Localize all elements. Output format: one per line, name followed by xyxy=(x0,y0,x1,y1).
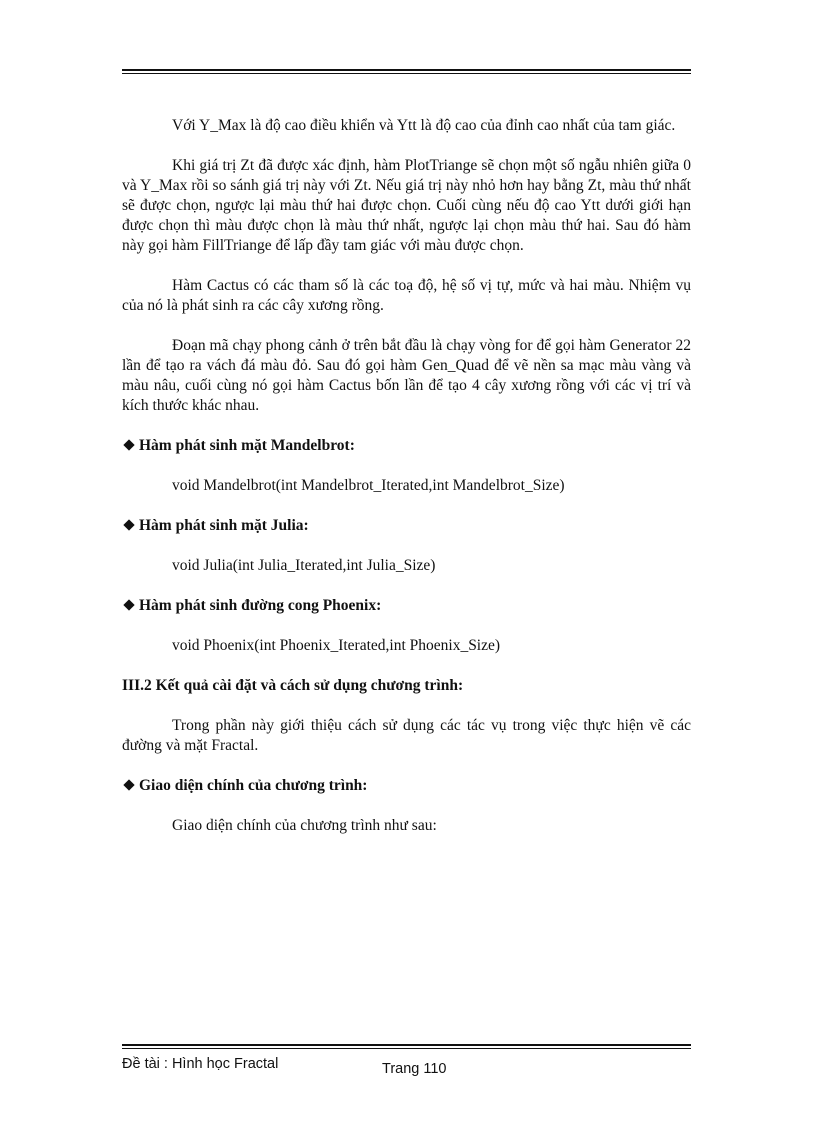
heading-interface xyxy=(122,776,691,796)
heading-mandelbrot-text: Hàm phát sinh mặt Mandelbrot: xyxy=(139,437,355,454)
code-julia: void Julia(int Julia_Iterated,int Julia_Size) xyxy=(172,557,436,574)
diamond-bullet-icon xyxy=(123,599,134,610)
footer-page-number: Trang 110 xyxy=(382,1061,447,1077)
paragraph-interface-intro: Giao diện chính của chương trình như sau: xyxy=(172,817,437,834)
footer-topic: Đề tài : Hình học Fractal xyxy=(122,1056,279,1072)
page-body xyxy=(122,116,691,856)
paragraph-landscape-code: Đoạn mã chạy phong cảnh ở trên bắt đầu là chạy vòng for để gọi hàm Generator 22 lần để tạo ra vách đá màu đỏ. Sau đó gọi hàm Gen_Quad để vẽ nền sa mạc màu vàng và màu nâu, cuối cùng nó gọi hàm Cactus bốn lần để tạo 4 cây xương rồng với các vị trí và kích thước khác nhau. xyxy=(122,337,691,414)
code-mandelbrot: void Mandelbrot(int Mandelbrot_Iterated,int Mandelbrot_Size) xyxy=(172,477,565,494)
heading-phoenix-text: Hàm phát sinh đường cong Phoenix: xyxy=(139,597,382,614)
code-phoenix: void Phoenix(int Phoenix_Iterated,int Phoenix_Size) xyxy=(172,637,501,654)
paragraph-usage-intro: Trong phần này giới thiệu cách sử dụng các tác vụ trong việc thực hiện vẽ các đường và mặt Fractal. xyxy=(122,717,691,754)
diamond-bullet-icon xyxy=(123,519,134,530)
header-rule xyxy=(122,69,691,74)
heading-mandelbrot xyxy=(122,436,691,456)
footer-rule xyxy=(122,1044,691,1049)
paragraph-y-max: Với Y_Max là độ cao điều khiển và Ytt là độ cao của đỉnh cao nhất của tam giác. xyxy=(172,117,676,134)
diamond-bullet-icon xyxy=(123,439,134,450)
paragraph-plot-triange: Khi giá trị Zt đã được xác định, hàm PlotTriange sẽ chọn một số ngẫu nhiên giữa 0 và Y_Max rồi so sánh giá trị này với Zt. Nếu giá trị này nhỏ hơn hay bằng Zt, màu thứ nhất sẽ được chọn, ngược lại màu thứ hai được chọn. Cuối cùng nếu độ cao Ytt dưới giới hạn được chọn thì màu được chọn là màu thứ nhất, ngược lại chọn màu thứ hai. Sau đó hàm này gọi hàm FillTriange để lấp đầy tam giác với màu được chọn. xyxy=(122,157,691,254)
paragraph-cactus: Hàm Cactus có các tham số là các toạ độ, hệ số vị tự, mức và hai màu. Nhiệm vụ của nó là phát sinh ra các cây xương rồng. xyxy=(122,277,691,314)
heading-phoenix xyxy=(122,596,691,616)
heading-julia-text: Hàm phát sinh mặt Julia: xyxy=(139,517,309,534)
heading-julia xyxy=(122,516,691,536)
section-heading-iii-2: III.2 Kết quả cài đặt và cách sử dụng chương trình: xyxy=(122,677,464,694)
heading-interface-text: Giao diện chính của chương trình: xyxy=(139,777,368,794)
diamond-bullet-icon xyxy=(123,779,134,790)
